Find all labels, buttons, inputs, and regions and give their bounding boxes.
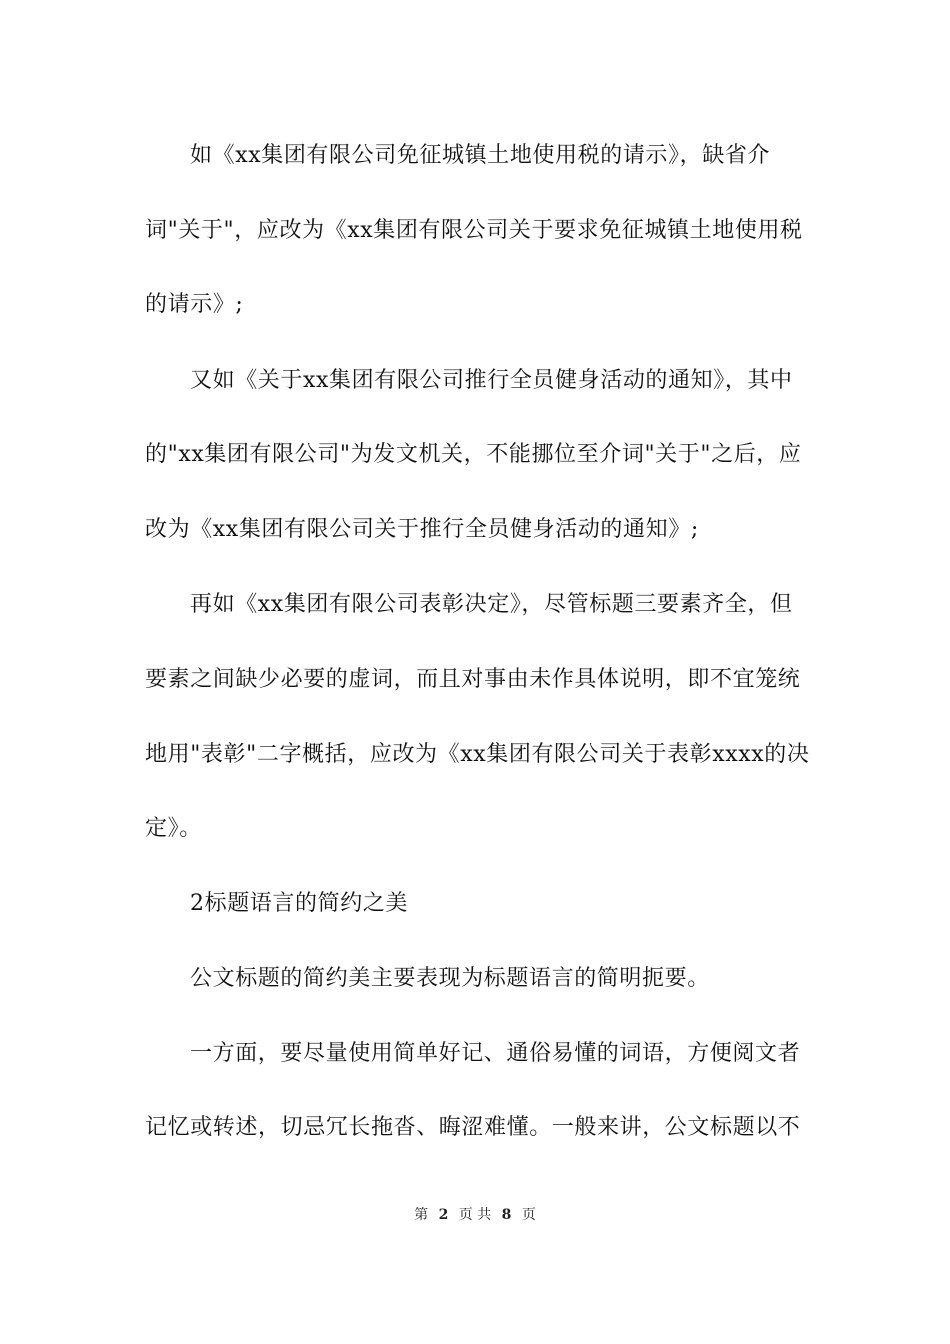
paragraph-1-line-2: 词"关于"，应改为《xx集团有限公司关于要求免征城镇土地使用税 [145,218,803,243]
paragraph-3-line-4: 定》。 [145,816,202,841]
footer-suffix: 页 [521,1207,536,1223]
paragraph-5-line-2: 记忆或转述，切忌冗长拖沓、晦涩难懂。一般来讲，公文标题以不 [145,1115,801,1140]
paragraph-5-line-1: 一方面，要尽量使用简单好记、通俗易懂的词语，方便阅文者 [190,1041,801,1066]
footer-total-pages: 8 [501,1207,512,1223]
paragraph-2-line-3: 改为《xx集团有限公司关于推行全员健身活动的通知》; [145,517,699,542]
section-heading: 2标题语言的简约之美 [190,891,408,916]
paragraph-3-line-1: 再如《xx集团有限公司表彰决定》，尽管标题三要素齐全，但 [190,592,793,617]
footer-current-page: 2 [438,1207,449,1223]
paragraph-3-line-2: 要素之间缺少必要的虚词，而且对事由未作具体说明，即不宜笼统 [145,667,801,692]
paragraph-2-line-1: 又如《关于xx集团有限公司推行全员健身活动的通知》，其中 [190,368,793,393]
footer-middle: 页 共 [458,1207,492,1223]
page-footer [0,1206,950,1224]
paragraph-1-line-3: 的请示》; [145,292,244,317]
paragraph-1-line-1: 如《xx集团有限公司免征城镇土地使用税的请示》，缺省介 [190,143,771,168]
footer-prefix: 第 [414,1207,429,1223]
paragraph-3-line-3: 地用"表彰"二字概括，应改为《xx集团有限公司关于表彰xxxx的决 [145,742,810,767]
paragraph-2-line-2: 的"xx集团有限公司"为发文机关，不能挪位至介词"关于"之后，应 [145,442,802,467]
paragraph-4-line-1: 公文标题的简约美主要表现为标题语言的简明扼要。 [190,966,710,991]
